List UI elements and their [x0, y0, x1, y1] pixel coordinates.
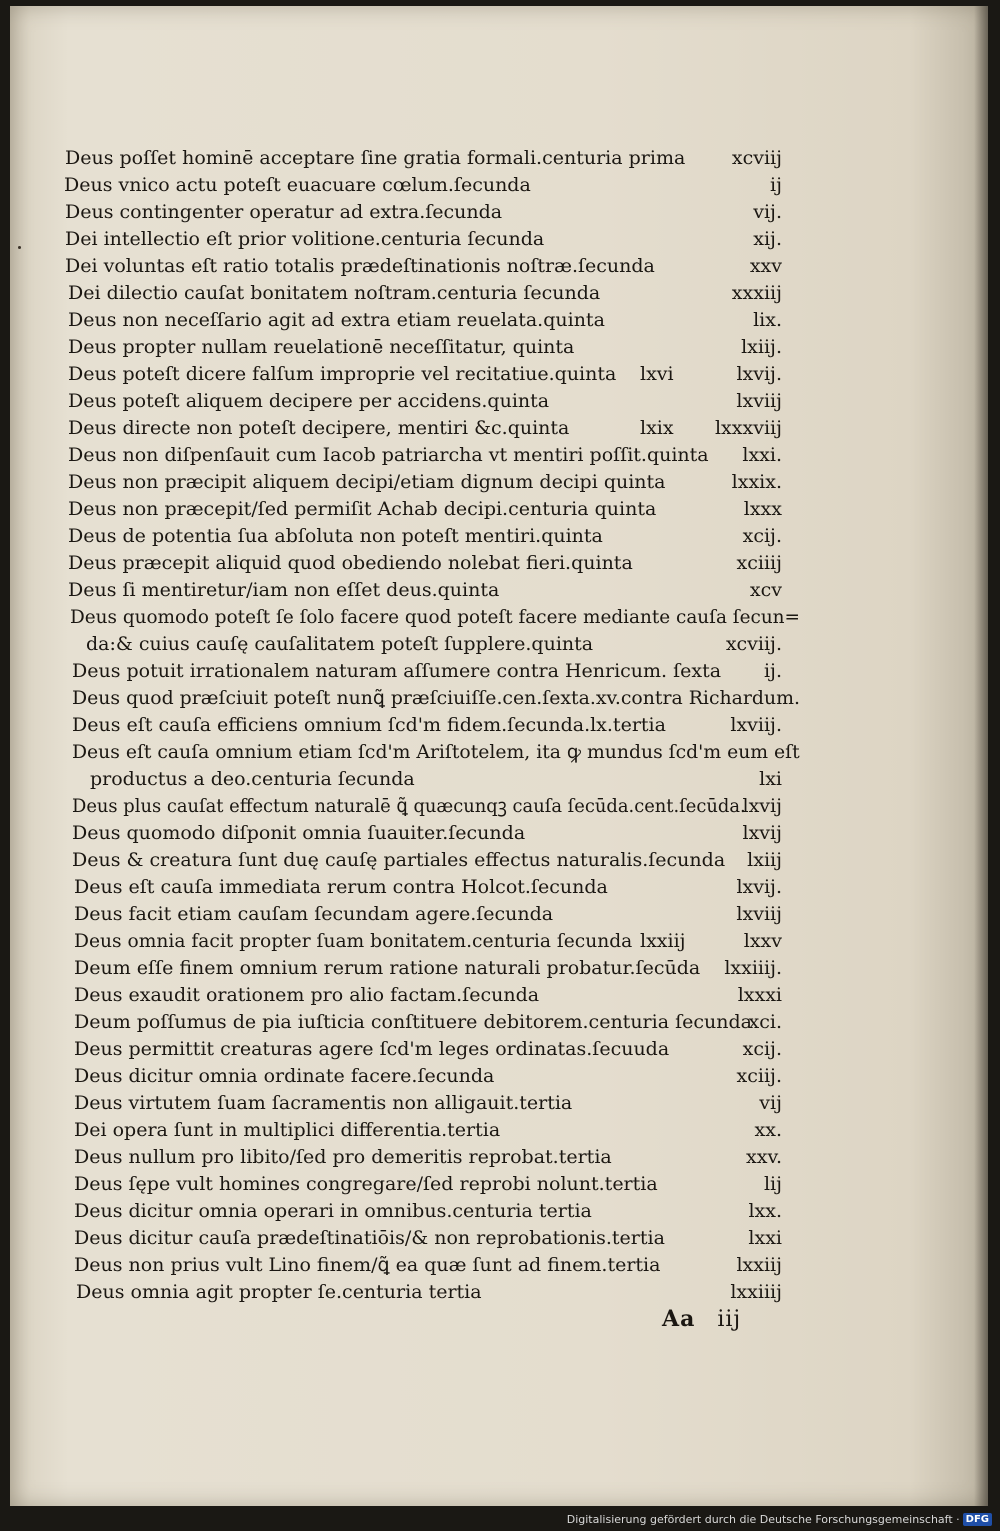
index-entry	[10, 712, 988, 739]
entry-pages: lxxi.	[742, 444, 782, 466]
index-entry	[10, 199, 988, 226]
entry-pages: lxx.	[748, 1200, 782, 1222]
index-entry	[10, 1036, 988, 1063]
entry-text: Dei intellectio eſt prior volitione.centuria ſecunda	[65, 228, 545, 250]
entry-pages: lxviij	[736, 390, 782, 412]
entry-text: Deus propter nullam reuelationē neceſſitatur, quinta	[68, 336, 575, 358]
index-entry	[10, 685, 988, 712]
entry-text: Deus ſi mentiretur/iam non eſſet deus.quinta	[68, 579, 500, 601]
entry-text: Deus non præcipit aliquem decipi/etiam dignum decipi quinta	[68, 471, 666, 493]
entry-text: Deus plus cauſat effectum naturalē ꝗ̃ quæcunqꝫ cauſa ſecūda.cent.ſecūda.	[72, 795, 746, 817]
entry-pages: lxxxi	[737, 984, 782, 1006]
index-entry	[10, 280, 988, 307]
entry-text: Deus quomodo diſponit omnia ſuauiter.ſecunda	[72, 822, 526, 844]
entry-text: Deus poteſt aliquem decipere per accidens.quinta	[68, 390, 550, 412]
index-entry	[10, 766, 988, 793]
entry-text: Deus quomodo poteſt ſe ſolo facere quod poteſt facere mediante cauſa ſecun=	[70, 606, 800, 628]
credit-text: Digitalisierung gefördert durch die Deutsche Forschungsgemeinschaft ·	[566, 1512, 960, 1526]
index-entry	[10, 901, 988, 928]
index-entry	[10, 1279, 988, 1306]
signature-letters: Aa	[662, 1306, 696, 1332]
entry-pages: xciij.	[736, 1065, 782, 1087]
entry-pages: lxiij.	[741, 336, 782, 358]
entry-pages: vij.	[753, 201, 782, 223]
entry-pages: lxi	[759, 768, 782, 790]
index-entry	[10, 1252, 988, 1279]
signature-number: iij	[717, 1307, 742, 1332]
entry-text: Deus facit etiam cauſam ſecundam agere.ſecunda	[74, 903, 554, 925]
index-entry	[10, 334, 988, 361]
entry-pages: xxxiij	[731, 282, 782, 304]
entry-text: da:& cuius cauſę cauſalitatem poteſt ſupplere.quinta	[86, 633, 594, 655]
entry-text: Deus non præcepit/ſed permiſit Achab decipi.centuria quinta	[68, 498, 657, 520]
entry-text: productus a deo.centuria ſecunda	[90, 768, 415, 790]
entry-pages: ij.	[763, 660, 782, 682]
index-entry	[10, 496, 988, 523]
entry-text: Deus dicitur omnia ordinate facere.ſecunda	[74, 1065, 495, 1087]
index-entry	[10, 1144, 988, 1171]
entry-pages: xx.	[754, 1119, 782, 1141]
index-entry	[10, 631, 988, 658]
entry-pages: xcviij	[731, 147, 782, 169]
entry-text: Deus quod præſciuit poteſt nunꝗ̃ præſciuiſſe.cen.ſexta.xv.contra Richardum.	[72, 687, 800, 709]
index-entry	[10, 1171, 988, 1198]
entry-text: Deus directe non poteſt decipere, mentiri &c.quinta	[68, 417, 570, 439]
entry-pages: xcij.	[742, 525, 782, 547]
index-entries	[10, 145, 988, 1306]
index-entry	[10, 577, 988, 604]
index-entry	[10, 307, 988, 334]
entry-text: Deus poſſet hominē acceptare ſine gratia formali.centuria prima	[65, 147, 686, 169]
entry-pages: xij.	[753, 228, 782, 250]
entry-text: Deus poteſt dicere falſum improprie vel recitatiue.quinta	[68, 363, 617, 385]
entry-pages: lxxxviij	[714, 417, 782, 439]
entry-pages: xcviij.	[725, 633, 782, 655]
entry-text: Deus nullum pro libito/ſed pro demeritis reprobat.tertia	[74, 1146, 612, 1168]
entry-text: Deus exaudit orationem pro alio factam.ſecunda	[74, 984, 540, 1006]
index-entry	[10, 442, 988, 469]
entry-pages: lxxi	[748, 1227, 782, 1249]
entry-pages: xcv	[749, 579, 782, 601]
index-entry	[10, 145, 988, 172]
signature-mark	[662, 1306, 741, 1332]
entry-text: Deus dicitur omnia operari in omnibus.centuria tertia	[74, 1200, 592, 1222]
entry-text: Deus & creatura ſunt duę cauſę partiales effectus naturalis.ſecunda	[72, 849, 726, 871]
index-entry	[10, 739, 988, 766]
index-entry	[10, 226, 988, 253]
entry-text: Deus virtutem ſuam ſacramentis non alligauit.tertia	[74, 1092, 573, 1114]
index-entry	[10, 658, 988, 685]
entry-pages: lxviij	[736, 903, 782, 925]
entry-pages: lxxiij	[736, 1254, 782, 1276]
entry-text: Deus eſt cauſa efficiens omnium ſcd'm fidem.ſecunda.lx.tertia	[72, 714, 666, 736]
entry-pages: ij	[770, 174, 782, 196]
entry-text: Deus eſt cauſa omnium etiam ſcd'm Ariſtotelem, ita ꝙ mundus ſcd'm eum eſt	[72, 741, 800, 763]
entry-pages: lix.	[753, 309, 782, 331]
entry-pages: xxv.	[746, 1146, 782, 1168]
entry-text: Deus non diſpenſauit cum Iacob patriarcha vt mentiri poſſit.quinta	[68, 444, 709, 466]
entry-pages: lxviij.	[730, 714, 782, 736]
index-entry	[10, 1225, 988, 1252]
entry-ref: lxvi	[640, 363, 674, 385]
book-page	[10, 6, 988, 1506]
entry-text: Dei opera ſunt in multiplici differentia.tertia	[74, 1119, 501, 1141]
index-entry	[10, 955, 988, 982]
entry-text: Deus de potentia ſua abſoluta non poteſt mentiri.quinta	[68, 525, 603, 547]
index-entry	[10, 253, 988, 280]
entry-text: Dei dilectio cauſat bonitatem noſtram.centuria ſecunda	[68, 282, 601, 304]
entry-text: Deus vnico actu poteſt euacuare cœlum.ſecunda	[64, 174, 531, 196]
index-entry	[10, 874, 988, 901]
entry-pages: xciiij	[736, 552, 782, 574]
entry-text: Deus contingenter operatur ad extra.ſecunda	[65, 201, 503, 223]
entry-text: Dei voluntas eſt ratio totalis prædeſtinationis noſtræ.ſecunda	[65, 255, 655, 277]
index-entry	[10, 469, 988, 496]
index-entry	[10, 604, 988, 631]
digitization-credit	[567, 1510, 992, 1528]
index-entry	[10, 982, 988, 1009]
entry-text: Deus eſt cauſa immediata rerum contra Holcot.ſecunda	[74, 876, 608, 898]
index-entry	[10, 1063, 988, 1090]
entry-pages: xci.	[748, 1011, 782, 1033]
entry-pages: xcij.	[742, 1038, 782, 1060]
entry-text: Deus præcepit aliquid quod obediendo nolebat fieri.quinta	[68, 552, 633, 574]
entry-text: Deum eſſe finem omnium rerum ratione naturali probatur.ſecūda	[74, 957, 701, 979]
entry-pages: lxiij	[747, 849, 782, 871]
entry-text: Deus omnia facit propter ſuam bonitatem.centuria ſecunda	[74, 930, 633, 952]
index-entry	[10, 793, 988, 820]
index-entry	[10, 361, 988, 388]
entry-text: Deus permittit creaturas agere ſcd'm leges ordinatas.ſecuuda	[74, 1038, 670, 1060]
entry-pages: vij	[759, 1092, 782, 1114]
entry-pages: xxv	[749, 255, 782, 277]
entry-pages: lxvij.	[736, 876, 782, 898]
entry-text: Deus omnia agit propter ſe.centuria tertia	[76, 1281, 482, 1303]
entry-text: Deum poſſumus de pia iuſticia conſtituere debitorem.centuria ſecunda	[74, 1011, 752, 1033]
entry-ref: lxix	[640, 417, 674, 439]
entry-ref: lxxiij	[640, 930, 686, 952]
entry-pages: lxxv	[743, 930, 782, 952]
index-entry	[10, 928, 988, 955]
index-entry	[10, 388, 988, 415]
index-entry	[10, 1198, 988, 1225]
index-entry	[10, 1117, 988, 1144]
dfg-logo: DFG	[963, 1513, 992, 1526]
entry-text: Deus ſępe vult homines congregare/ſed reprobi nolunt.tertia	[74, 1173, 658, 1195]
index-entry	[10, 550, 988, 577]
entry-text: Deus non neceſſario agit ad extra etiam reuelata.quinta	[68, 309, 605, 331]
index-entry	[10, 847, 988, 874]
index-entry	[10, 523, 988, 550]
entry-pages: lxvij	[742, 795, 782, 817]
index-entry	[10, 1009, 988, 1036]
entry-pages: lxxiiij.	[724, 957, 782, 979]
index-entry	[10, 1090, 988, 1117]
entry-pages: lxxiiij	[730, 1281, 782, 1303]
index-entry	[10, 415, 988, 442]
entry-text: Deus non prius vult Lino finem/ꝗ̃ ea quæ ſunt ad finem.tertia	[74, 1254, 661, 1276]
index-entry	[10, 820, 988, 847]
entry-pages: lxvij.	[736, 363, 782, 385]
entry-pages: lxxx	[743, 498, 782, 520]
entry-pages: lij	[763, 1173, 782, 1195]
entry-pages: lxvij	[742, 822, 782, 844]
entry-pages: lxxix.	[731, 471, 782, 493]
index-entry	[10, 172, 988, 199]
entry-text: Deus potuit irrationalem naturam aſſumere contra Henricum. ſexta	[72, 660, 722, 682]
entry-text: Deus dicitur cauſa prædeſtinatiōis/& non reprobationis.tertia	[74, 1227, 665, 1249]
